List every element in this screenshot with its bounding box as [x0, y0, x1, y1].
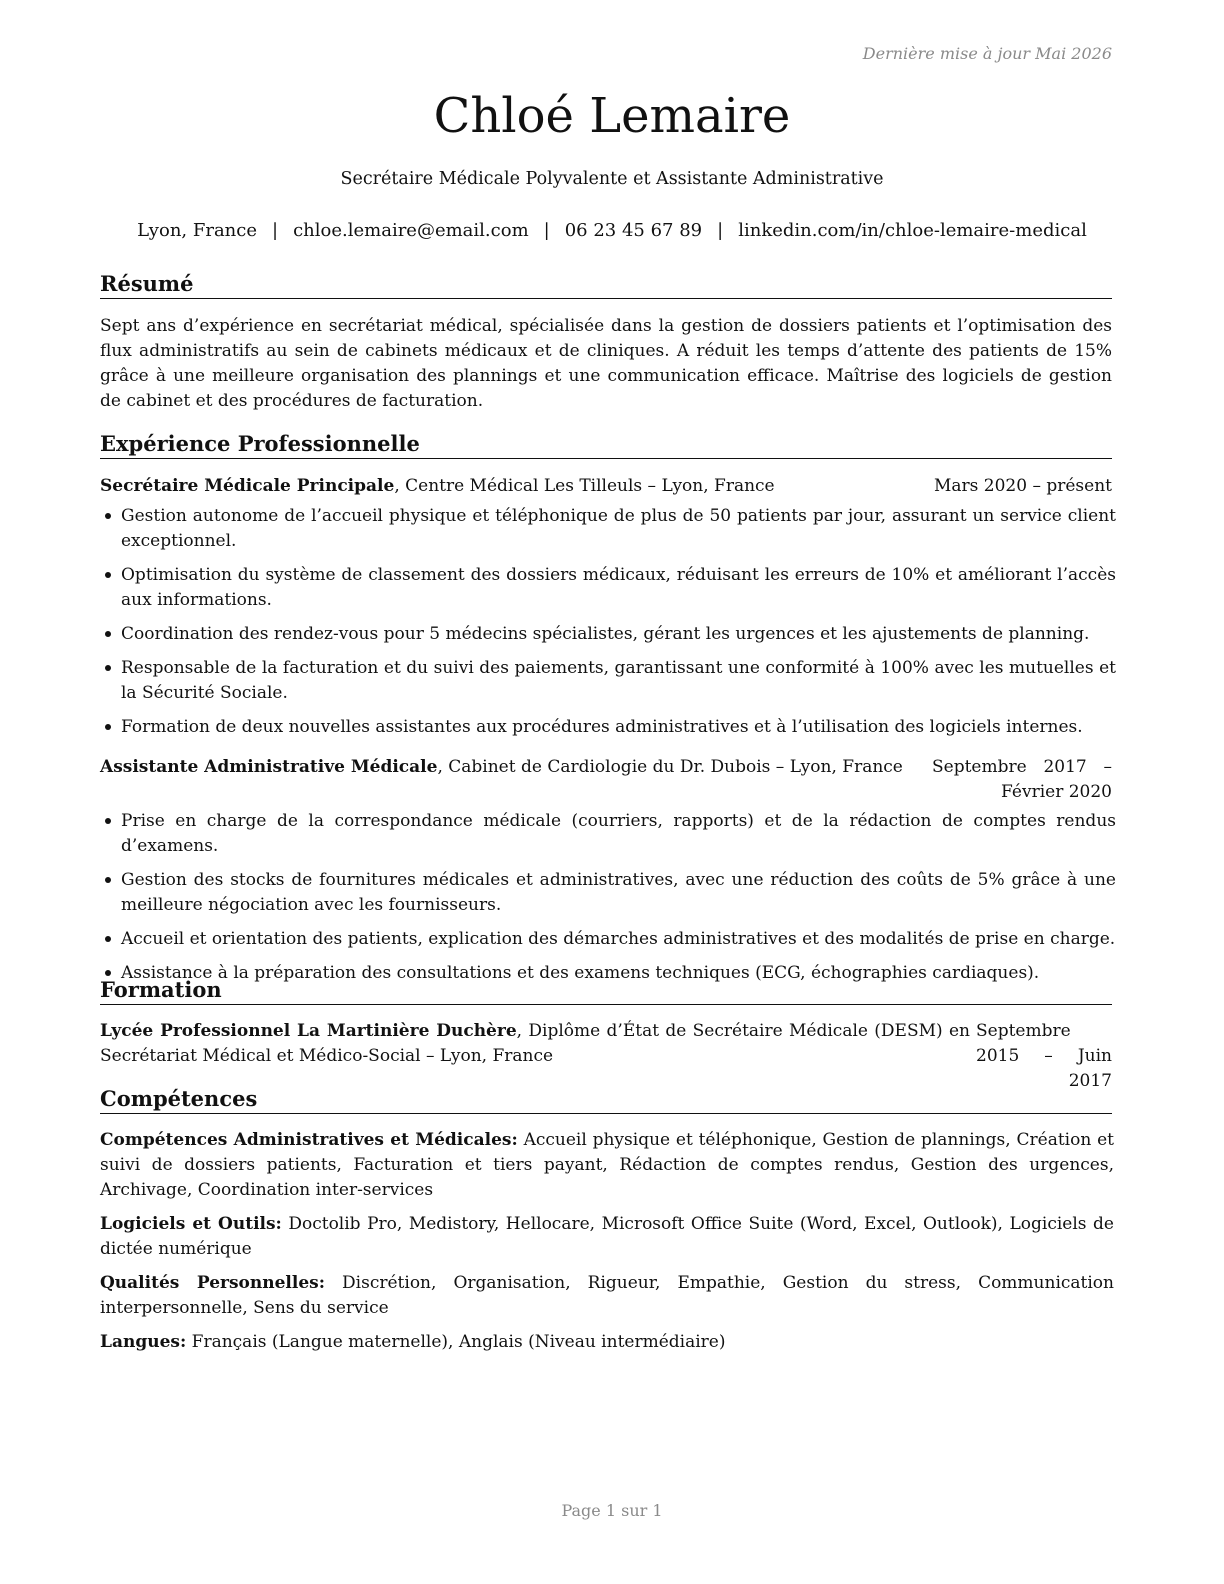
job-bullets: [100, 809, 1116, 995]
contact-separator: |: [272, 220, 279, 241]
skill-group: [100, 1271, 1114, 1321]
education-school: Lycée Professionnel La Martinière Duchère: [100, 1021, 517, 1041]
job-header: [100, 755, 1112, 805]
job-dates: Mars 2020 – présent: [933, 476, 1112, 496]
skill-label: Compétences Administratives et Médicales:: [100, 1130, 518, 1150]
section-title-skills: Compétences: [100, 1085, 1112, 1114]
list-item: Prise en charge de la correspondance médicale (courriers, rapports) et de la rédaction de comptes rendus d’examens.: [100, 809, 1116, 859]
section-title-summary: Résumé: [100, 270, 1112, 299]
education-dates: Septembre 2015 – Juin 2017: [976, 1021, 1112, 1091]
job-header: [100, 474, 1112, 499]
list-item: Gestion autonome de l’accueil physique et téléphonique de plus de 50 patients par jour, assurant un service client exceptionnel.: [100, 504, 1116, 554]
skill-group: [100, 1128, 1114, 1203]
list-item: Optimisation du système de classement des dossiers médicaux, réduisant les erreurs de 10% et améliorant l’accès aux informations.: [100, 563, 1116, 613]
skill-label: Qualités Personnelles:: [100, 1273, 326, 1293]
list-item: Accueil et orientation des patients, explication des démarches administratives et des modalités de prise en charge.: [100, 927, 1116, 952]
contact-linkedin[interactable]: linkedin.com/in/chloe-lemaire-medical: [738, 220, 1087, 241]
list-item: Responsable de la facturation et du suivi des paiements, garantissant une conformité à 100% avec les mutuelles et la Sécurité Sociale.: [100, 656, 1116, 706]
skill-group: [100, 1212, 1114, 1262]
skill-label: Logiciels et Outils:: [100, 1214, 282, 1234]
skill-text: Discrétion, Organisation, Rigueur, Empathie, Gestion du stress, Communication interpersonnelle, Sens du service: [100, 1273, 1114, 1318]
job-role: Secrétaire Médicale Principale: [100, 476, 395, 496]
contact-separator: |: [717, 220, 724, 241]
section-title-experience: Expérience Professionnelle: [100, 430, 1112, 459]
education-detail: , Diplôme d’État de Secrétaire Médicale (DESM) en Secrétariat Médical et Médico-Social – Lyon, France: [100, 1021, 970, 1066]
education-entry: [100, 1019, 1112, 1094]
job-tagline: Secrétaire Médicale Polyvalente et Assistante Administrative: [340, 169, 884, 189]
skill-group: [100, 1330, 1114, 1355]
skill-text: Accueil physique et téléphonique, Gestion de plannings, Création et suivi de dossiers patients, Facturation et tiers payant, Rédaction de comptes rendus, Gestion des urgences, Archivage, Coordination inter-services: [100, 1130, 1114, 1200]
job-bullets: [100, 504, 1116, 749]
contact-separator: |: [543, 220, 550, 241]
skill-text: Français (Langue maternelle), Anglais (Niveau intermédiaire): [186, 1332, 726, 1352]
last-updated: Dernière mise à jour Mai 2026: [862, 44, 1112, 63]
summary-text: Sept ans d’expérience en secrétariat médical, spécialisée dans la gestion de dossiers patients et l’optimisation des flux administratifs au sein de cabinets médicaux et de cliniques. A réduit les temps d’attente des patients de 15% grâce à une meilleure organisation des plannings et une communication efficace. Maîtrise des logiciels de gestion de cabinet et des procédures de facturation.: [100, 316, 1112, 411]
contact-phone: 06 23 45 67 89: [564, 220, 703, 241]
list-item: Formation de deux nouvelles assistantes aux procédures administratives et à l’utilisation des logiciels internes.: [100, 715, 1116, 740]
contact-email[interactable]: chloe.lemaire@email.com: [293, 220, 529, 241]
list-item: Gestion des stocks de fournitures médicales et administratives, avec une réduction des coûts de 5% grâce à une meilleure négociation avec les fournisseurs.: [100, 868, 1116, 918]
list-item: Coordination des rendez-vous pour 5 médecins spécialistes, gérant les urgences et les ajustements de planning.: [100, 622, 1116, 647]
list-item: Assistance à la préparation des consultations et des examens techniques (ECG, échographies cardiaques).: [100, 961, 1116, 986]
job-dates: Septembre 2017 – Février 2020: [932, 757, 1112, 802]
contact-line: [0, 219, 1224, 243]
job-organization: , Centre Médical Les Tilleuls – Lyon, France: [394, 476, 775, 496]
page-number: Page 1 sur 1: [561, 1501, 663, 1520]
job-role: Assistante Administrative Médicale: [100, 757, 438, 777]
skill-label: Langues:: [100, 1332, 187, 1352]
contact-location: Lyon, France: [137, 220, 258, 241]
section-title-education: Formation: [100, 976, 1112, 1005]
job-organization: , Cabinet de Cardiologie du Dr. Dubois – Lyon, France: [437, 757, 903, 777]
skill-text: Doctolib Pro, Medistory, Hellocare, Microsoft Office Suite (Word, Excel, Outlook), Logiciels de dictée numérique: [100, 1214, 1114, 1259]
candidate-name: Chloé Lemaire: [433, 88, 791, 144]
